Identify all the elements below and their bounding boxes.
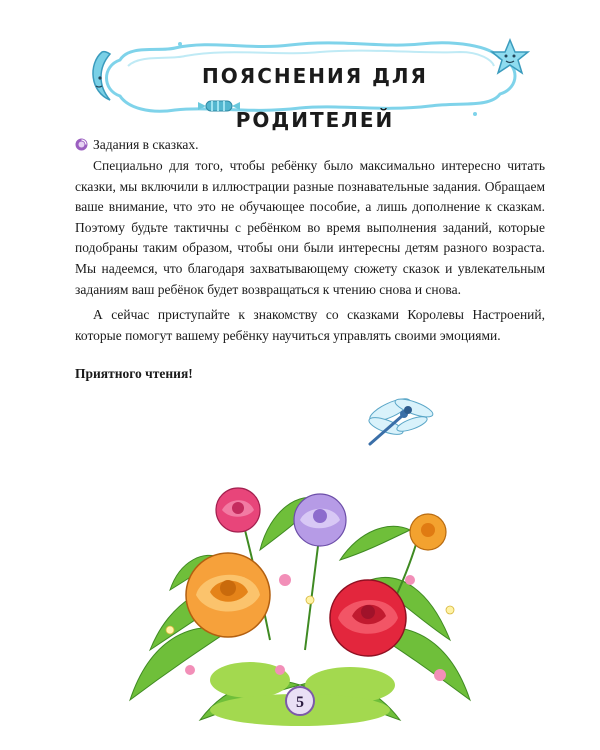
page-number: 5 — [285, 686, 315, 716]
paragraph: А сейчас приступайте к знакомству со сказками Королевы Настроений, которые помогут вашему ребёнку научиться управлять своими эмоциями. — [75, 307, 545, 343]
page-title: ПОЯСНЕНИЯ ДЛЯ РОДИТЕЛЕЙ — [202, 64, 428, 132]
text-content — [75, 135, 545, 383]
signoff: Приятного чтения! — [75, 366, 193, 382]
purple-rose — [294, 494, 346, 546]
purple-circle-icon — [75, 138, 88, 151]
section-heading-text: Задания в сказках. — [93, 137, 199, 152]
orange-rose — [186, 553, 270, 637]
header-banner — [80, 30, 540, 130]
red-rose — [330, 580, 406, 656]
paragraph: Специально для того, чтобы ребёнку было максимально интересно читать сказки, мы включили в иллюстрации разные познавательные задания. Обращаем ваше внимание, что это не обучающее пособие, а лишь дополнение к сказкам. Поэтому будьте тактичны с ребёнком во время выполнения заданий, которые подобраны таким образом, чтобы они были интересны детям разного возраста. Мы надеемся, что благодаря захватывающему сюжету сказок и увлекательным заданиям ваш ребёнок будет возвращаться к чтению снова и снова. — [75, 158, 545, 297]
orange-rose-small — [410, 514, 446, 550]
pink-rose — [216, 488, 260, 532]
section-heading — [75, 135, 545, 154]
dragonfly-icon — [362, 388, 442, 448]
